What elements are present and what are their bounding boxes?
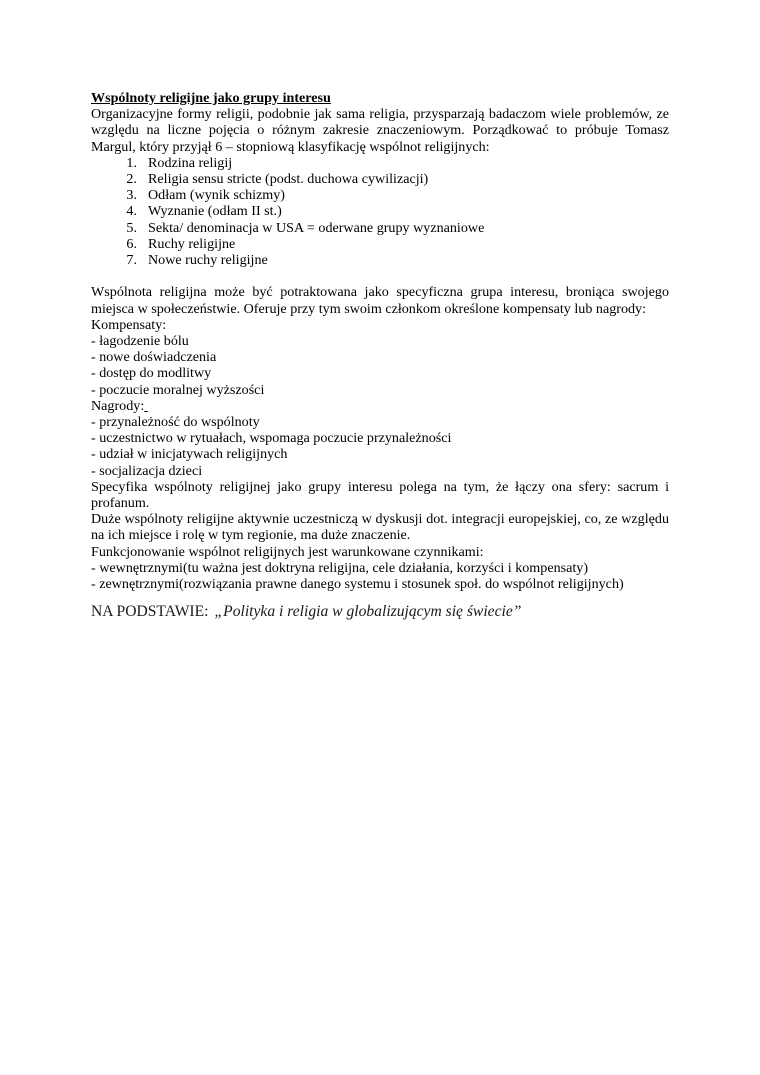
- document-body: [91, 90, 669, 621]
- list-item: [91, 171, 669, 187]
- paragraph-line: profanum.: [91, 495, 150, 512]
- list-item: - poczucie moralnej wyższości: [91, 381, 265, 398]
- source-title: „Polityka i religia w globalizującym się świecie”: [214, 603, 522, 621]
- list-item: - dostęp do modlitwy: [91, 365, 212, 382]
- list-text: Wyznanie (odłam II st.): [148, 203, 282, 220]
- list-item: - łagodzenie bólu: [91, 333, 189, 350]
- intro-paragraph: [91, 106, 669, 155]
- specifics-paragraph: [91, 479, 669, 511]
- document-title: Wspólnoty religijne jako grupy interesu: [91, 90, 331, 106]
- paragraph-line: Duże wspólnoty religijne aktywnie uczestniczą w dyskusji dot. integracji europejskiej, co, ze względu: [91, 511, 669, 528]
- blank-line: [91, 268, 669, 284]
- list-item: - zewnętrznymi(rozwiązania prawne danego systemu i stosunek społ. do wspólnot religijnych): [91, 576, 624, 593]
- compensations-label: Kompensaty:: [91, 316, 167, 333]
- paragraph-line: Margul, który przyjął 6 – stopniową klasyfikację wspólnot religijnych:: [91, 138, 490, 155]
- list-item: [91, 252, 669, 268]
- paragraph-line: Wspólnota religijna może być potraktowana jako specyficzna grupa interesu, broniąca swojego: [91, 284, 669, 301]
- paragraph-line: Specyfika wspólnoty religijnej jako grupy interesu polega na tym, że łączy ona sfery: sacrum i: [91, 478, 669, 495]
- list-item: - wewnętrznymi(tu ważna jest doktryna religijna, cele działania, korzyści i kompensaty): [91, 559, 589, 576]
- list-item: [91, 220, 669, 236]
- list-item: - uczestnictwo w rytuałach, wspomaga poczucie przynależności: [91, 430, 452, 447]
- paragraph-line: na ich miejsce i rolę w tym regionie, ma duże znaczenie.: [91, 527, 411, 544]
- list-item: - udział w inicjatywach religijnych: [91, 446, 288, 463]
- classification-list: [91, 155, 669, 268]
- list-text: Religia sensu stricte (podst. duchowa cywilizacji): [148, 171, 429, 188]
- source-note: [91, 603, 669, 621]
- paragraph-line: Organizacyjne formy religii, podobnie jak sama religia, przysparzają badaczom wiele problemów, ze: [91, 106, 669, 123]
- list-number: 4.: [126, 203, 137, 220]
- list-number: 7.: [126, 252, 137, 269]
- list-item: [91, 203, 669, 219]
- list-text: Sekta/ denominacja w USA = oderwane grupy wyznaniowe: [148, 219, 485, 236]
- rewards-label-line: [91, 398, 669, 414]
- large-communities-paragraph: [91, 511, 669, 543]
- source-lead: NA PODSTAWIE:: [91, 603, 209, 621]
- factors-list: [91, 560, 669, 592]
- list-item: [91, 187, 669, 203]
- list-item: - nowe doświadczenia: [91, 349, 217, 366]
- rewards-list: [91, 414, 669, 479]
- list-item: [91, 236, 669, 252]
- list-number: 6.: [126, 235, 137, 252]
- list-number: 1.: [126, 154, 137, 171]
- list-text: Odłam (wynik schizmy): [148, 187, 285, 204]
- rewards-label-suffix: [144, 398, 148, 414]
- list-item: [91, 155, 669, 171]
- functioning-intro: Funkcjonowanie wspólnot religijnych jest warunkowane czynnikami:: [91, 543, 484, 560]
- group-paragraph: [91, 284, 669, 316]
- list-text: Ruchy religijne: [148, 235, 236, 252]
- list-text: Rodzina religij: [148, 154, 233, 171]
- rewards-label: Nagrody:: [91, 397, 145, 414]
- paragraph-line: względu na liczne pojęcia o różnym zakresie znaczeniowym. Porządkować to próbuje Tomasz: [91, 122, 669, 139]
- paragraph-line: miejsca w społeczeństwie. Oferuje przy tym swoim członkom określone kompensaty lub nagrody:: [91, 300, 646, 317]
- list-item: - przynależność do wspólnoty: [91, 414, 260, 431]
- list-number: 3.: [126, 187, 137, 204]
- list-text: Nowe ruchy religijne: [148, 252, 268, 269]
- list-number: 5.: [126, 219, 137, 236]
- list-item: - socjalizacja dzieci: [91, 462, 203, 479]
- compensations-list: [91, 333, 669, 398]
- list-number: 2.: [126, 171, 137, 188]
